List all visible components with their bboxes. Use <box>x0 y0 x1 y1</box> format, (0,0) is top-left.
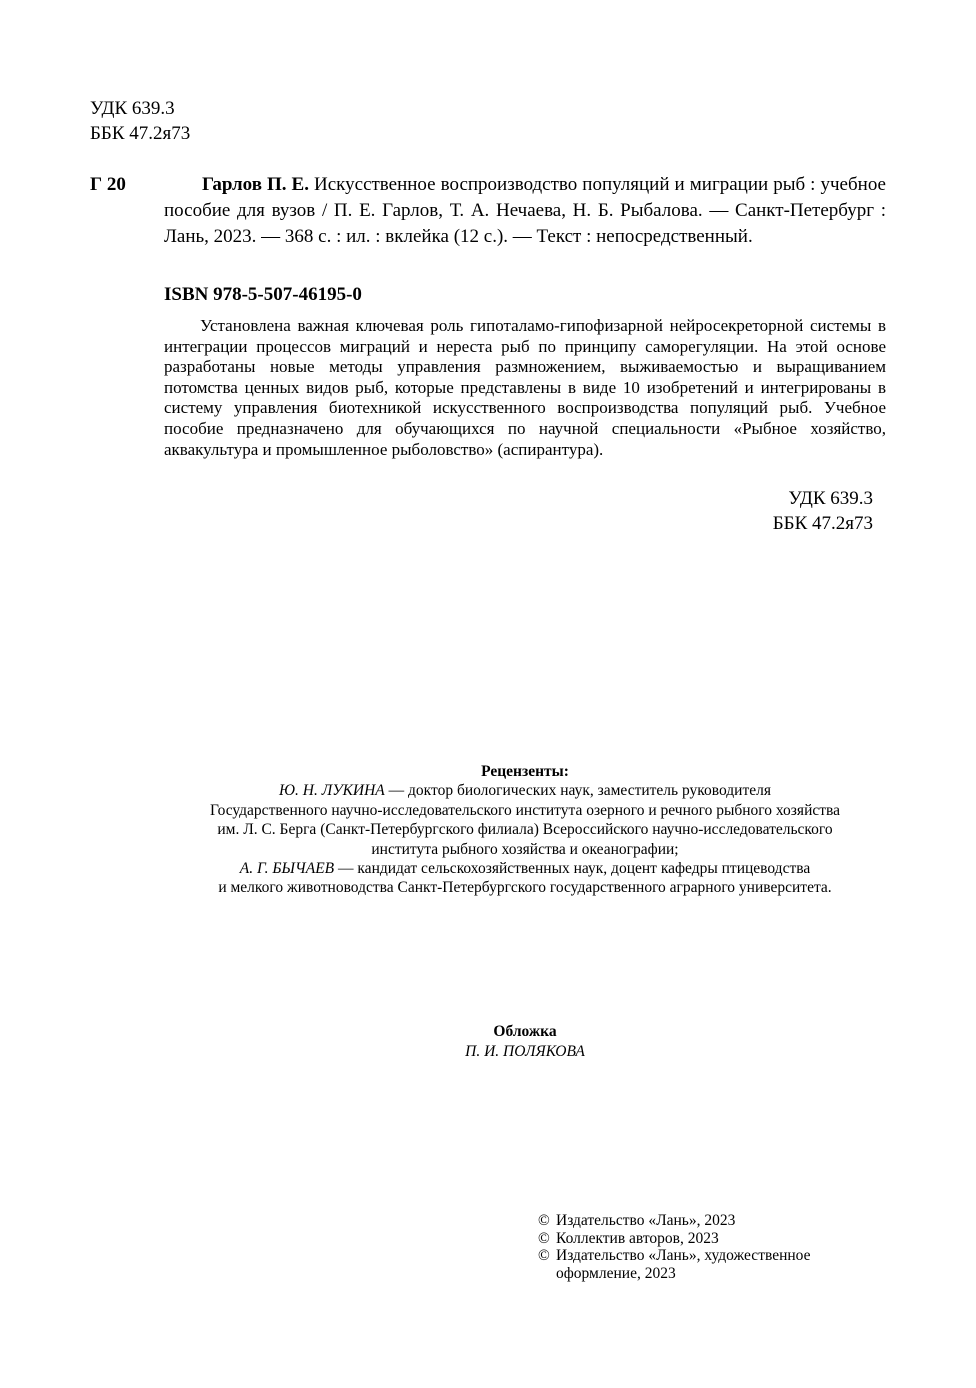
bib-author: Гарлов П. Е. <box>202 174 309 195</box>
reviewer-2-name: А. Г. БЫЧАЕВ <box>239 860 335 878</box>
reviewer-1-line-1: — доктор биологических наук, заместитель руководителя <box>384 782 771 800</box>
cover-credit <box>110 1022 940 1061</box>
reviewer-2 <box>110 859 940 878</box>
copyright-text-3-continuation: оформление, 2023 <box>556 1264 676 1282</box>
bbk-code-bottom: ББК 47.2я73 <box>772 513 873 534</box>
udk-code-bottom: УДК 639.3 <box>788 488 873 509</box>
copyright-line-2 <box>538 1230 868 1248</box>
reviewer-1-line-4: института рыбного хозяйства и океанографии; <box>371 840 679 858</box>
udk-code-top: УДК 639.3 <box>90 98 175 119</box>
reviewer-2-line-2: и мелкого животноводства Санкт-Петербургского государственного аграрного университета. <box>218 879 832 897</box>
classification-top <box>90 96 190 146</box>
copyright-icon: © <box>538 1212 550 1229</box>
copyright-block <box>538 1212 868 1282</box>
copyright-text-2: Коллектив авторов, 2023 <box>556 1229 719 1247</box>
classification-bottom <box>740 486 873 536</box>
reviewer-1-name: Ю. Н. ЛУКИНА <box>279 782 385 800</box>
copyright-line-3 <box>538 1247 868 1265</box>
copyright-icon: © <box>538 1229 550 1247</box>
reviewer-1-line-3: им. Л. С. Берга (Санкт-Петербургского филиала) Всероссийского научно-исследовательского <box>217 821 833 839</box>
cover-heading: Обложка <box>493 1023 557 1040</box>
copyright-text-1: Издательство «Лань», 2023 <box>556 1212 736 1229</box>
isbn: ISBN 978-5-507-46195-0 <box>164 284 362 305</box>
bbk-code-top: ББК 47.2я73 <box>90 123 191 144</box>
bib-text: Искусственное воспроизводство популяций и миграции рыб : учебное пособие для вузов / П. Е. Гарлов, Т. А. Нечаева, Н. Б. Рыбалова. — Санкт-Петербург : Лань, 2023. — 368 с. : ил. : вклейка (12 с.). — Текст : непосредственный. <box>164 174 886 247</box>
author-mark: Г 20 <box>90 174 126 195</box>
annotation: Установлена важная ключевая роль гипоталамо-гипофизарной нейросекреторной системы в интеграции процессов миграций и нереста рыб по принципу саморегуляции. На этой основе разработаны новые методы управления размножением, выживаемостью и выращиванием потомства ценных видов рыб, которые представлены в виде 10 изобретений и интегрированы в систему управления биотехникой искусственного воспроизводства популяций рыб. Учебное пособие предназначено для обучающихся по научной специальности «Рыбное хозяйство, аквакультура и промышленное рыболовство» (аспирантура). <box>164 316 886 459</box>
reviewer-1-line-2: Государственного научно-исследовательского института озерного и речного рыбного хозяйства <box>209 801 841 819</box>
reviewers-heading: Рецензенты: <box>481 763 569 780</box>
reviewers-block <box>110 762 940 898</box>
copyright-text-3: Издательство «Лань», художественное <box>556 1247 811 1265</box>
bibliographic-record <box>164 172 886 250</box>
cover-designer: П. И. ПОЛЯКОВА <box>465 1042 585 1060</box>
copyright-icon: © <box>538 1247 550 1265</box>
reviewer-2-line-1: — кандидат сельскохозяйственных наук, доцент кафедры птицеводства <box>334 860 811 878</box>
copyright-line-1 <box>538 1212 868 1230</box>
reviewer-1 <box>110 781 940 800</box>
